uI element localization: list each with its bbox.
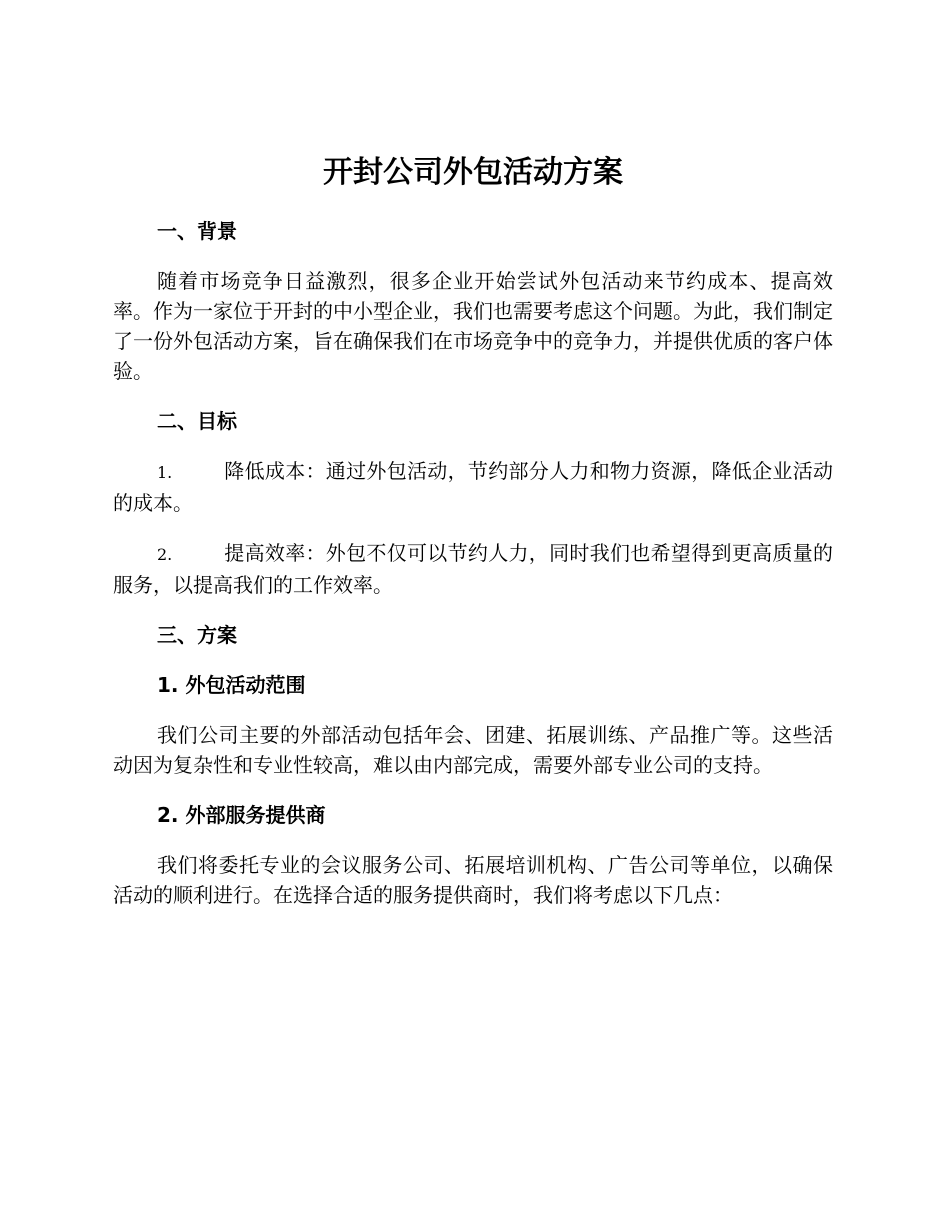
section-heading-background: 一、背景 [157, 219, 237, 243]
subsection-heading-scope: 1. 外包活动范围 [157, 673, 306, 697]
goal-item-2 [113, 538, 833, 600]
goal-item-1 [113, 456, 833, 518]
background-paragraph: 随着市场竞争日益激烈，很多企业开始尝试外包活动来节约成本、提高效率。作为一家位于开封的中小型企业，我们也需要考虑这个问题。为此，我们制定了一份外包活动方案，旨在确保我们在市场竞争中的竞争力，并提供优质的客户体验。 [113, 269, 833, 383]
document-title: 开封公司外包活动方案 [323, 155, 623, 190]
document-body [113, 150, 833, 930]
providers-paragraph: 我们将委托专业的会议服务公司、拓展培训机构、广告公司等单位，以确保活动的顺利进行。在选择合适的服务提供商时，我们将考虑以下几点： [113, 853, 833, 907]
scope-paragraph: 我们公司主要的外部活动包括年会、团建、拓展训练、产品推广等。这些活动因为复杂性和专业性较高，难以由内部完成，需要外部专业公司的支持。 [113, 723, 833, 777]
subsection-heading-providers: 2. 外部服务提供商 [157, 803, 326, 827]
goal-item-1-text: 降低成本：通过外包活动，节约部分人力和物力资源，降低企业活动的成本。 [113, 459, 833, 515]
goal-item-1-number: 1. [157, 463, 173, 482]
section-heading-plan: 三、方案 [157, 623, 237, 647]
section-heading-goals: 二、目标 [157, 409, 237, 433]
goal-item-2-text: 提高效率：外包不仅可以节约人力，同时我们也希望得到更高质量的服务，以提高我们的工作效率。 [113, 541, 833, 597]
goal-item-2-number: 2. [157, 545, 173, 564]
